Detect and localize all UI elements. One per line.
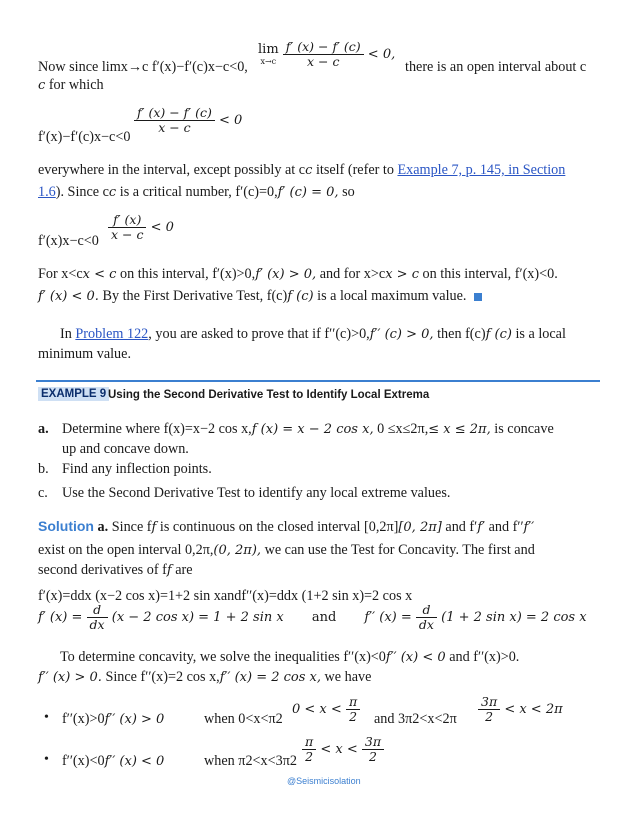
bullet-1-pi: π [346,695,360,710]
section-1-6-link[interactable]: 1.6 [38,184,56,200]
p6-text-b: , you are asked to prove that if f′′(c)>0, [148,326,370,342]
p3-text-a: everywhere in the interval, except possibly at c [38,162,306,178]
bullet-2-lhs [62,752,164,771]
bullet-2-ineq [302,735,384,764]
derivatives-equation [38,603,587,632]
bullet-1-ineq-2 [478,695,563,724]
display-2-relation: < 0 [150,220,174,235]
solution-line-3 [38,561,193,580]
eq-d-2: d [416,603,437,618]
p1-prefix: Now since limx→c f′(x)−f′(c)x−c<0, [38,59,248,75]
bullet-2-pi-over-2 [302,735,316,764]
p6-fpp-math: f′′ (c) > 0, [369,327,434,342]
bullet-1-dot: • [44,710,49,725]
bullet-1-lhs [62,710,164,729]
display-2-fraction [108,213,146,242]
concavity-line-1 [60,648,519,667]
sol-interval-math: [0, 2π] [398,520,442,535]
p6-minimum-value: minimum value. [38,346,131,362]
limit-denominator: x − c [306,54,340,69]
eq-dx-2: dx [418,617,434,632]
p5-and-for: and for x>c [319,266,386,282]
conc-since: Since f′′(x)=2 cos x, [105,669,220,685]
eq-fpp-rhs: (1 + 2 sin x) = 2 cos x [441,610,587,625]
eq-dx-1: dx [89,617,105,632]
sol-fpp-math: f′′ [523,520,535,535]
example-divider [36,380,600,382]
bullet-1-ineq-2-right: < x < 2π [504,702,563,717]
bullet-2-3pi: 3π [362,735,384,750]
p5-for-x-lt-c: For x<c [38,266,83,282]
item-a-domain-math: ≤ x ≤ 2π, [428,422,491,437]
display-1-fraction [134,106,215,135]
p6-fc-math: f (c) [485,327,512,342]
p5-on-interval-1: on this interval, f′(x)>0, [119,266,256,282]
paragraph-5-line-2 [38,287,482,306]
p1-suffix: there is an open interval about c [405,59,587,75]
display-2-text: f′(x)x−c<0 [38,233,99,249]
eq-d-dx-2 [416,603,437,632]
bullet-1-ineq-1-left: 0 < x < [292,702,342,717]
bullet-1-pi-over-2 [346,695,360,724]
p3-critical: is a critical number, f′(c)=0, [119,184,278,200]
item-b-label: b. [38,461,49,477]
p5-x-gt-c-math: x > c [385,267,419,282]
solution-line-2 [38,541,535,560]
bullet-1-3pi: 3π [478,695,500,710]
paragraph-1-line-2 [38,76,104,95]
item-a-text-1: Determine where f(x)=x−2 cos x, [62,421,252,437]
sol-and-fprime: and f′ [445,519,478,535]
conc-fpp-cos-math: f′′ (x) = 2 cos x, [219,670,321,685]
lim-label: lim [258,42,279,57]
bullet-1-ineq-1 [292,695,360,724]
limit-numerator: f′ (x) − f′ (c) [283,40,364,55]
p3-text-b: itself (refer to [315,162,394,178]
p3-c-math-2: c [108,185,117,200]
sol-open-interval: exist on the open interval 0,2π, [38,542,214,558]
item-a-text-line-1 [62,420,554,439]
bullet-2-when: when π2<x<3π2 [204,753,297,769]
item-a-domain-text: 0 ≤x≤2π, [377,421,429,437]
p6-in: In [60,326,72,342]
p3-since: ). Since c [55,184,109,200]
bullet-1-3pi-over-2 [478,695,500,724]
limit-expression [258,40,395,69]
paragraph-5-line-1 [38,265,558,284]
bullet-1-when: when 0<x<π2 [204,711,283,727]
example-title: Using the Second Derivative Test to Identify Local Extrema [108,389,430,401]
bullet-2-ineq-mid: < x < [320,742,358,757]
p5-x-lt-c-math: x < c [82,267,117,282]
conc-fpp-neg-math: f′′ (x) < 0 [385,650,446,665]
item-a-is-concave: is concave [494,421,554,437]
sol-are: are [175,562,193,578]
sol-continuous: is continuous on the closed interval [0,2π] [159,519,399,535]
p5-first-derivative-test: By the First Derivative Test, f(c) [102,288,288,304]
conc-determine: To determine concavity, we solve the inequalities f′′(x)<0 [60,649,386,665]
bullet-2-two-b: 2 [369,749,377,764]
p3-fprime-zero: f′ (c) = 0, [277,185,339,200]
item-a-line-1 [38,420,49,438]
sol-f-math-2: f [166,563,172,578]
p1-c-math: c [38,78,46,93]
eq-d-1: d [87,603,108,618]
example-badge: EXAMPLE 9 [38,387,109,401]
bullet-2-3pi-over-2 [362,735,384,764]
solution-part-a: a. [97,519,109,535]
concavity-line-2 [38,668,371,687]
paragraph-3-line-2 [38,183,355,202]
display-1-denominator: x − c [158,120,191,135]
bullet-1-text: f′′(x)>0 [62,711,105,727]
conc-fpp-pos-math: f′′ (x) > 0. [38,670,102,685]
paragraph-3-line-1 [38,161,565,180]
limit-fraction [283,40,364,69]
paragraph-6-line-1 [60,325,566,344]
eq-fprime-lhs: f′ (x) = [38,610,83,625]
display-1-numerator: f′ (x) − f′ (c) [134,106,215,121]
item-a-line-2: up and concave down. [62,441,189,457]
conc-and-fpp-pos: and f′′(x)>0. [449,649,520,665]
item-c-text: Use the Second Derivative Test to identify any local extreme values. [62,485,451,501]
example-7-link[interactable]: Example 7, p. 145, in Section [397,162,566,178]
sol-test-concavity: we can use the Test for Concavity. The first and [264,542,535,558]
bullet-1-and: and 3π2<x<2π [374,711,457,727]
item-b-text: Find any inflection points. [62,461,212,477]
problem-122-link[interactable]: Problem 122 [75,326,149,342]
eq-and: and [311,610,337,625]
eq-d-dx-1 [87,603,108,632]
p1-for-which: for which [48,77,104,93]
p3-c-math: c [305,163,313,178]
display-1-math [134,106,242,135]
display-1-relation: < 0 [219,113,243,128]
bullet-1-two-b: 2 [485,709,494,724]
bullet-2-math: f′′ (x) < 0 [104,754,165,769]
bullet-2-pi: π [302,735,316,750]
eq-fprime-rhs: (x − 2 cos x) = 1 + 2 sin x [111,610,284,625]
p3-so: so [342,184,355,200]
p5-fprime-neg-math: f′ (x) < 0. [38,289,99,304]
eq-fpp-lhs: f′′ (x) = [364,610,412,625]
sol-f-math: f [151,520,157,535]
bullet-2-text: f′′(x)<0 [62,753,105,769]
sol-since-f: Since f [111,519,152,535]
bullet-1-math: f′′ (x) > 0 [104,712,165,727]
lim-subscript: x→c [260,57,277,66]
sol-second-derivs: second derivatives of f [38,562,167,578]
display-2-denominator: x − c [111,227,144,242]
limit-relation: < 0, [367,47,396,62]
sol-and-fpp: and f′′ [488,519,524,535]
display-1-text: f′(x)−f′(c)x−c<0 [38,129,131,145]
p5-on-interval-2: on this interval, f′(x)<0. [422,266,558,282]
item-a-fx-math: f (x) = x − 2 cos x, [251,422,374,437]
watermark: @Seismicisolation [287,776,361,786]
p5-local-max: is a local maximum value. [317,288,467,304]
item-a-label: a. [38,421,49,437]
solution-line-1 [38,517,534,537]
sol-open-interval-math: (0, 2π), [213,543,262,558]
bullet-2-two: 2 [305,749,314,764]
sol-fprime-math: f′ [477,520,486,535]
item-c-label: c. [38,485,48,501]
paragraph-1-line-1 [38,58,248,76]
p6-then: then f(c) [437,326,486,342]
conc-we-have: we have [324,669,372,685]
display-2-math [108,213,174,242]
solution-line-4: f′(x)=ddx (x−2 cos x)=1+2 sin xandf′′(x)=ddx (1+2 sin x)=2 cos x [38,588,413,604]
p5-fprime-pos-math: f′ (x) > 0, [255,267,317,282]
end-of-proof-square-icon [474,293,482,301]
p5-fc-math: f (c) [287,289,314,304]
display-2-numerator: f′ (x) [108,213,146,228]
bullet-1-two: 2 [349,709,358,724]
bullet-2-dot: • [44,752,49,767]
solution-heading: Solution [38,518,94,534]
p6-is-a-local: is a local [515,326,566,342]
